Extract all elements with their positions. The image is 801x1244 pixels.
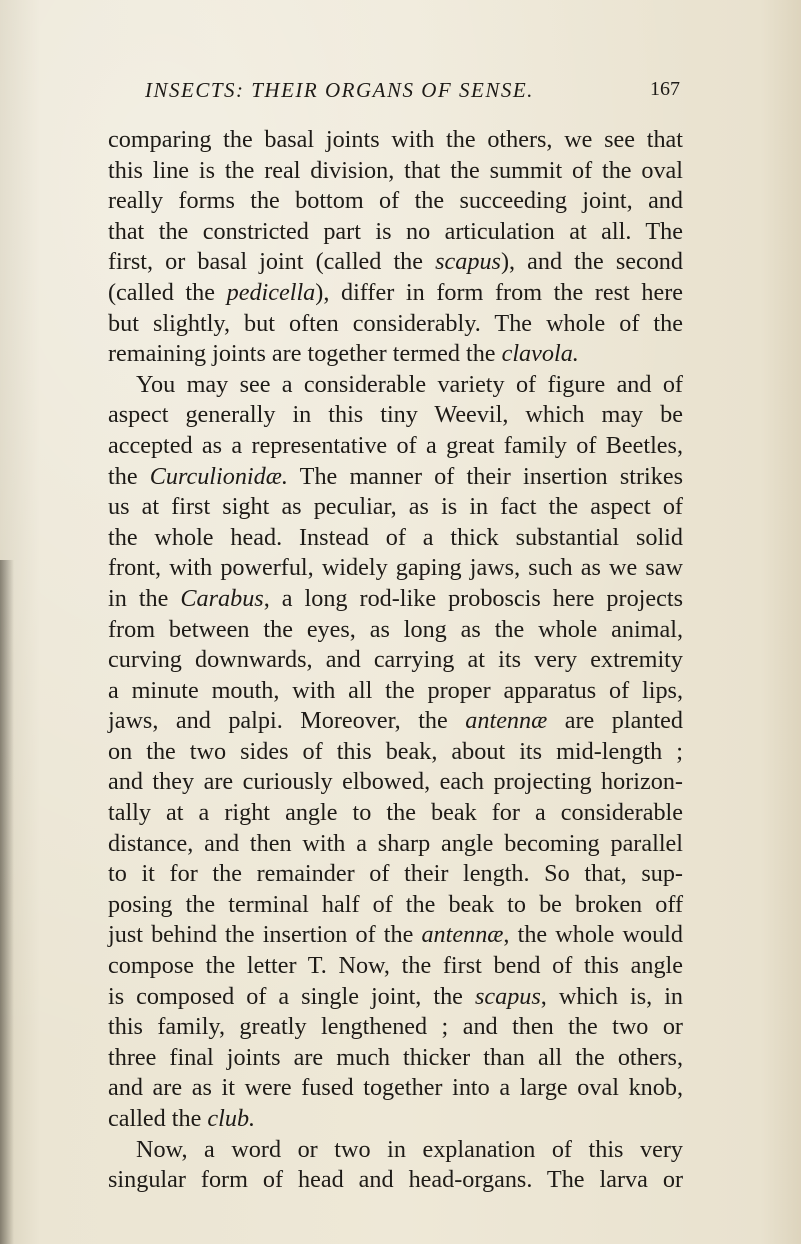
text-run: the whole head. Instead of a thick substantial solid xyxy=(108,523,683,551)
text-run: called the xyxy=(108,1105,208,1132)
page-number: 167 xyxy=(650,78,680,100)
italic-term: antennæ xyxy=(421,921,504,949)
text-run: accepted as a representative of a great family of Beetles, xyxy=(108,431,683,459)
text-line xyxy=(108,309,683,340)
text-run: ), and the second xyxy=(500,248,683,276)
text-run: You may see a considerable variety of figure and of xyxy=(136,370,683,398)
text-line xyxy=(108,553,683,584)
italic-term: scapus xyxy=(435,248,501,276)
text-run: jaws, and palpi. Moreover, the xyxy=(108,707,466,735)
text-line xyxy=(108,982,683,1013)
text-line xyxy=(108,278,683,309)
text-line xyxy=(108,156,683,187)
italic-term: pedicella xyxy=(226,278,316,306)
text-run: , a long rod-like proboscis here projects xyxy=(263,584,683,612)
text-run: us at first sight as peculiar, as is in fact the aspect of xyxy=(108,493,683,521)
italic-term: club. xyxy=(207,1105,256,1132)
text-run: compose the letter T. Now, the first bend of this angle xyxy=(108,952,683,980)
body-text xyxy=(108,125,683,1196)
text-run: but slightly, but often considerably. The whole of the xyxy=(108,309,683,337)
text-line xyxy=(108,920,683,951)
text-run: and are as it were fused together into a large oval knob, xyxy=(108,1074,683,1102)
text-line xyxy=(108,462,683,493)
text-line xyxy=(108,1104,683,1135)
text-line xyxy=(108,400,683,431)
text-line xyxy=(108,859,683,890)
text-line xyxy=(108,615,683,646)
text-run: distance, and then with a sharp angle becoming parallel xyxy=(108,829,683,857)
text-line xyxy=(108,523,683,554)
text-run: on the two sides of this beak, about its mid-length ; xyxy=(108,737,683,765)
text-run: first, or basal joint (called the xyxy=(108,248,436,276)
text-run: a minute mouth, with all the proper apparatus of lips, xyxy=(108,676,683,704)
text-line xyxy=(108,951,683,982)
text-line xyxy=(108,1043,683,1074)
text-line xyxy=(108,186,683,217)
text-run: three final joints are much thicker than all the others, xyxy=(108,1043,683,1071)
text-run: just behind the insertion of the xyxy=(108,921,422,949)
italic-term: clavola. xyxy=(501,340,579,368)
italic-term: scapus xyxy=(474,982,541,1010)
text-line xyxy=(108,706,683,737)
text-run: , which is, in xyxy=(540,982,684,1010)
text-run: is composed of a single joint, the xyxy=(108,982,475,1010)
binding-shadow xyxy=(0,560,14,1244)
text-line xyxy=(108,247,683,278)
text-run: this line is the real division, that the summit of the oval xyxy=(108,156,683,184)
text-run: to it for the remainder of their length. So that, sup- xyxy=(108,860,683,888)
text-run: The manner of their insertion strikes xyxy=(287,462,683,490)
text-run: the xyxy=(108,462,150,490)
text-run: remaining joints are together termed the xyxy=(108,340,502,368)
text-line xyxy=(108,1165,683,1196)
text-run: Now, a word or two in explanation of this very xyxy=(136,1135,683,1163)
text-line xyxy=(108,890,683,921)
text-line xyxy=(108,431,683,462)
text-run: , the whole would xyxy=(503,921,683,949)
text-line xyxy=(108,584,683,615)
text-line xyxy=(108,492,683,523)
text-run: in the xyxy=(108,584,181,612)
text-line xyxy=(108,737,683,768)
text-run: really forms the bottom of the succeeding joint, and xyxy=(108,187,683,215)
text-line xyxy=(108,217,683,248)
page-header xyxy=(145,78,680,108)
running-head: INSECTS: THEIR ORGANS OF SENSE. xyxy=(145,78,534,102)
italic-term: Carabus xyxy=(180,584,264,612)
text-run: that the constricted part is no articulation at all. The xyxy=(108,217,683,245)
italic-term: antennæ xyxy=(465,707,548,735)
text-line xyxy=(108,767,683,798)
text-run: aspect generally in this tiny Weevil, which may be xyxy=(108,401,683,429)
text-line xyxy=(108,125,683,156)
text-line xyxy=(108,676,683,707)
text-line xyxy=(108,829,683,860)
text-run: ), differ in form from the rest here xyxy=(315,278,683,306)
text-run: curving downwards, and carrying at its very extremity xyxy=(108,646,683,674)
text-run: this family, greatly lengthened ; and then the two or xyxy=(108,1013,683,1041)
text-run: posing the terminal half of the beak to be broken off xyxy=(108,890,683,918)
text-run: tally at a right angle to the beak for a considerable xyxy=(108,799,683,827)
italic-term: Curculionidæ. xyxy=(149,462,288,490)
text-line xyxy=(108,1073,683,1104)
text-line xyxy=(108,370,683,401)
text-line xyxy=(108,798,683,829)
text-run: are planted xyxy=(547,707,683,735)
text-run: (called the xyxy=(108,278,227,306)
text-run: from between the eyes, as long as the whole animal, xyxy=(108,615,683,643)
text-run: and they are curiously elbowed, each projecting horizon- xyxy=(108,768,683,796)
text-line xyxy=(108,339,683,370)
text-run: singular form of head and head-organs. The larva or xyxy=(108,1166,683,1194)
text-line xyxy=(108,1135,683,1166)
text-line xyxy=(108,645,683,676)
text-run: comparing the basal joints with the others, we see that xyxy=(108,126,683,153)
text-run: front, with powerful, widely gaping jaws, such as we saw xyxy=(108,554,683,582)
text-line xyxy=(108,1012,683,1043)
